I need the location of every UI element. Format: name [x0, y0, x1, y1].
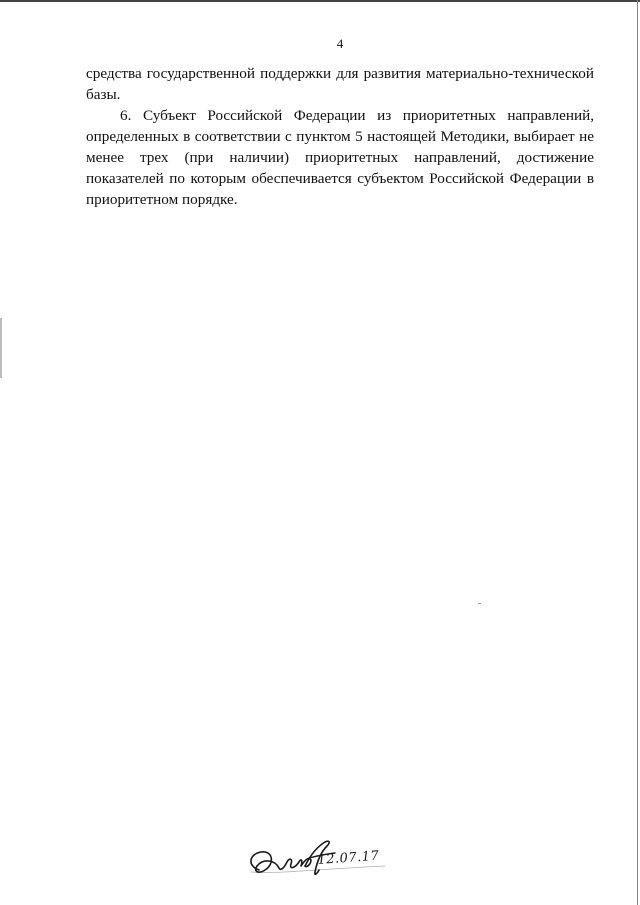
scan-edge-left — [0, 318, 2, 378]
scan-edge-right — [637, 0, 638, 905]
paragraph-continuation: средства государственной поддержки для развития материально-технической базы. — [86, 65, 594, 103]
scan-speck — [478, 603, 481, 604]
page-number: 4 — [336, 36, 344, 51]
document-body — [86, 63, 594, 210]
scan-edge-top — [0, 0, 640, 2]
signature-date: 12.07.17 — [316, 848, 380, 868]
paragraph-item-6: 6. Субъект Российской Федерации из приоритетных направлений, определенных в соответствии с пунктом 5 настоящей Методики, выбирает не менее трех (при наличии) приоритетных направлений, достижение показателей по которым обеспечивается субъектом Российской Федерации в приоритетном порядке. — [86, 107, 594, 208]
